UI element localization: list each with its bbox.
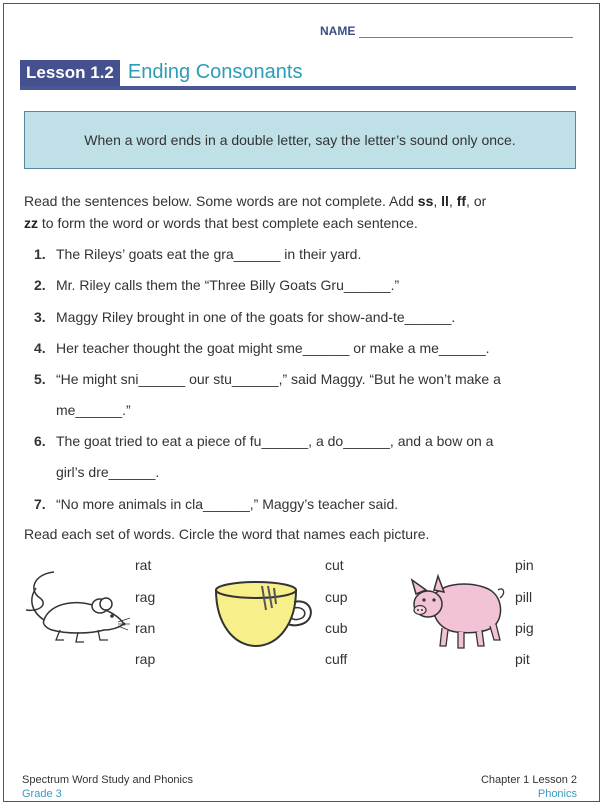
word-option[interactable]: rat: [135, 557, 152, 573]
item-number: 3.: [34, 309, 46, 325]
item-text[interactable]: The Rileys’ goats eat the gra______ in their yard.: [56, 246, 362, 262]
item-number: 6.: [34, 433, 46, 449]
word-option[interactable]: rap: [135, 651, 156, 667]
directions-sentences: [24, 190, 580, 234]
sentence-item: [34, 369, 580, 420]
word-option[interactable]: pin: [515, 557, 534, 573]
directions-text: Read the sentences below. Some words are not complete. Add: [24, 193, 418, 209]
footer-grade: Grade 3: [22, 788, 62, 800]
letters-ll: ll: [441, 193, 449, 209]
sep: ,: [448, 193, 457, 209]
item-text[interactable]: Mr. Riley calls them the “Three Billy Goats Gru______.”: [56, 277, 400, 293]
lesson-title: Ending Consonants: [127, 61, 303, 83]
directions-pictures: Read each set of words. Circle the word that names each picture.: [24, 526, 430, 542]
cup-picture: [212, 580, 316, 652]
word-option[interactable]: pill: [515, 589, 533, 605]
name-field: [320, 24, 573, 38]
word-option[interactable]: cub: [325, 620, 348, 636]
letters-zz: zz: [24, 215, 38, 231]
footer-left: [22, 773, 193, 801]
word-option[interactable]: rag: [135, 589, 156, 605]
item-number: 7.: [34, 496, 46, 512]
word-option[interactable]: cup: [325, 589, 348, 605]
item-text[interactable]: Maggy Riley brought in one of the goats for show-and-te______.: [56, 309, 456, 325]
item-number: 4.: [34, 340, 46, 356]
footer-book-title: Spectrum Word Study and Phonics: [22, 774, 193, 786]
item-text[interactable]: The goat tried to eat a piece of fu______, a do______, and a bow on a: [56, 433, 494, 449]
sentence-item: [34, 244, 580, 264]
item-text-continued[interactable]: girl’s dre______.: [56, 464, 160, 480]
sentence-item: [34, 275, 580, 295]
rule-text: When a word ends in a double letter, say the letter’s sound only once.: [84, 132, 516, 148]
word-option[interactable]: ran: [135, 620, 156, 636]
word-option[interactable]: cut: [325, 557, 344, 573]
item-text[interactable]: Her teacher thought the goat might sme______ or make a me______.: [56, 340, 490, 356]
pig-picture: [406, 570, 506, 652]
word-option[interactable]: pig: [515, 620, 534, 636]
sep: ,: [433, 193, 442, 209]
item-number: 1.: [34, 246, 46, 262]
name-label: NAME: [320, 24, 356, 38]
lesson-header: [20, 56, 576, 90]
footer-subject: Phonics: [537, 788, 577, 800]
lesson-tag: Lesson 1.2: [20, 60, 120, 86]
item-text[interactable]: “He might sni______ our stu______,” said Maggy. “But he won’t make a: [56, 371, 501, 387]
sentence-item: [34, 338, 580, 358]
item-text[interactable]: “No more animals in cla______,” Maggy’s teacher said.: [56, 496, 399, 512]
sentence-item: [34, 494, 580, 514]
sentence-item: [34, 431, 580, 482]
sentence-item: [34, 307, 580, 327]
letters-ss: ss: [417, 193, 434, 209]
directions-text: to form the word or words that best complete each sentence.: [38, 215, 418, 231]
mouse-picture: [20, 568, 130, 648]
footer-chapter: Chapter 1 Lesson 2: [480, 774, 577, 786]
item-text-continued[interactable]: me______.”: [56, 402, 131, 418]
word-option[interactable]: pit: [515, 651, 530, 667]
name-line[interactable]: [359, 25, 573, 38]
item-number: 2.: [34, 277, 46, 293]
letters-ff: ff: [456, 193, 467, 209]
item-number: 5.: [34, 371, 46, 387]
sep: , or: [466, 193, 487, 209]
footer-right: [481, 773, 577, 801]
word-option[interactable]: cuff: [325, 651, 348, 667]
rule-box: [24, 111, 576, 169]
